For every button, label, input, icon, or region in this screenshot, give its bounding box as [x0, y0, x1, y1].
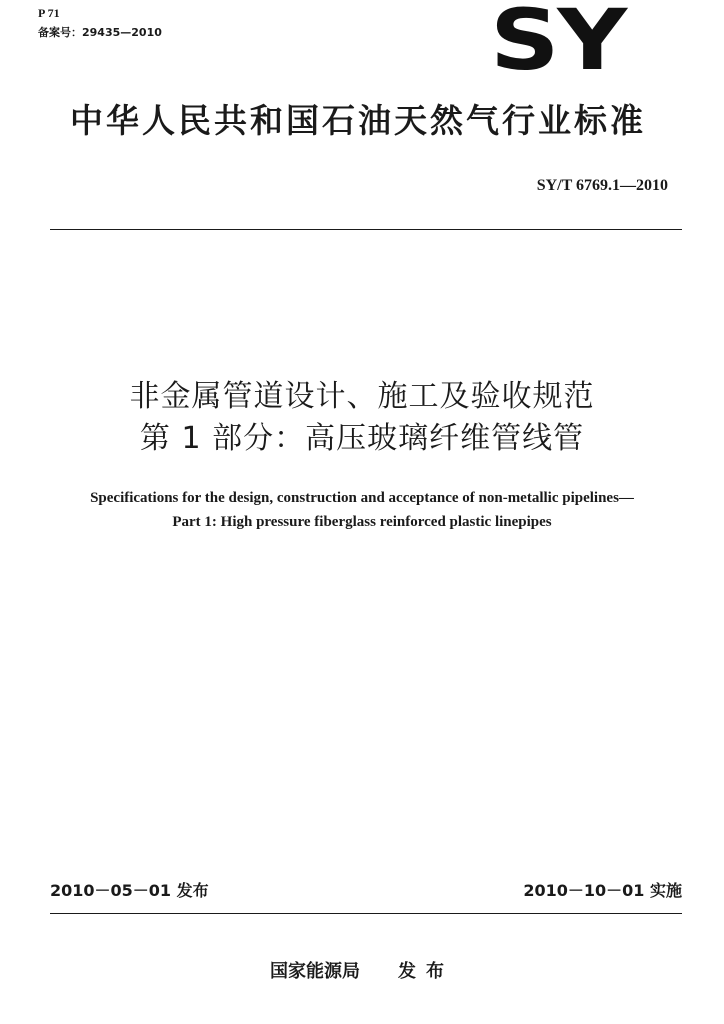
issue-verb: 发布 [398, 961, 454, 982]
standard-category: 中华人民共和国石油天然气行业标准 [70, 101, 646, 140]
standard-code: SY/T 6769.1—2010 [536, 177, 668, 194]
implement-date: 2010－10－01 实施 [523, 881, 682, 900]
record-number: 备案号：29435—2010 [38, 26, 162, 39]
classification-code: P 71 [38, 6, 60, 20]
title-cn-line2: 第 1 部分：高压玻璃纤维管线管 [139, 421, 585, 456]
title-en-line1: Specifications for the design, construction and acceptance of non-metallic pipelines— [90, 490, 634, 506]
publish-date: 2010－05－01 发布 [50, 881, 209, 900]
issuer-name: 国家能源局 [270, 961, 360, 982]
sy-logo: SY [490, 0, 625, 89]
title-cn-line1: 非金属管道设计、施工及验收规范 [129, 379, 595, 414]
title-en-line2: Part 1: High pressure fiberglass reinforced plastic linepipes [172, 514, 552, 530]
issuer-line [0, 960, 724, 984]
top-divider [50, 229, 682, 230]
bottom-divider [50, 913, 682, 914]
